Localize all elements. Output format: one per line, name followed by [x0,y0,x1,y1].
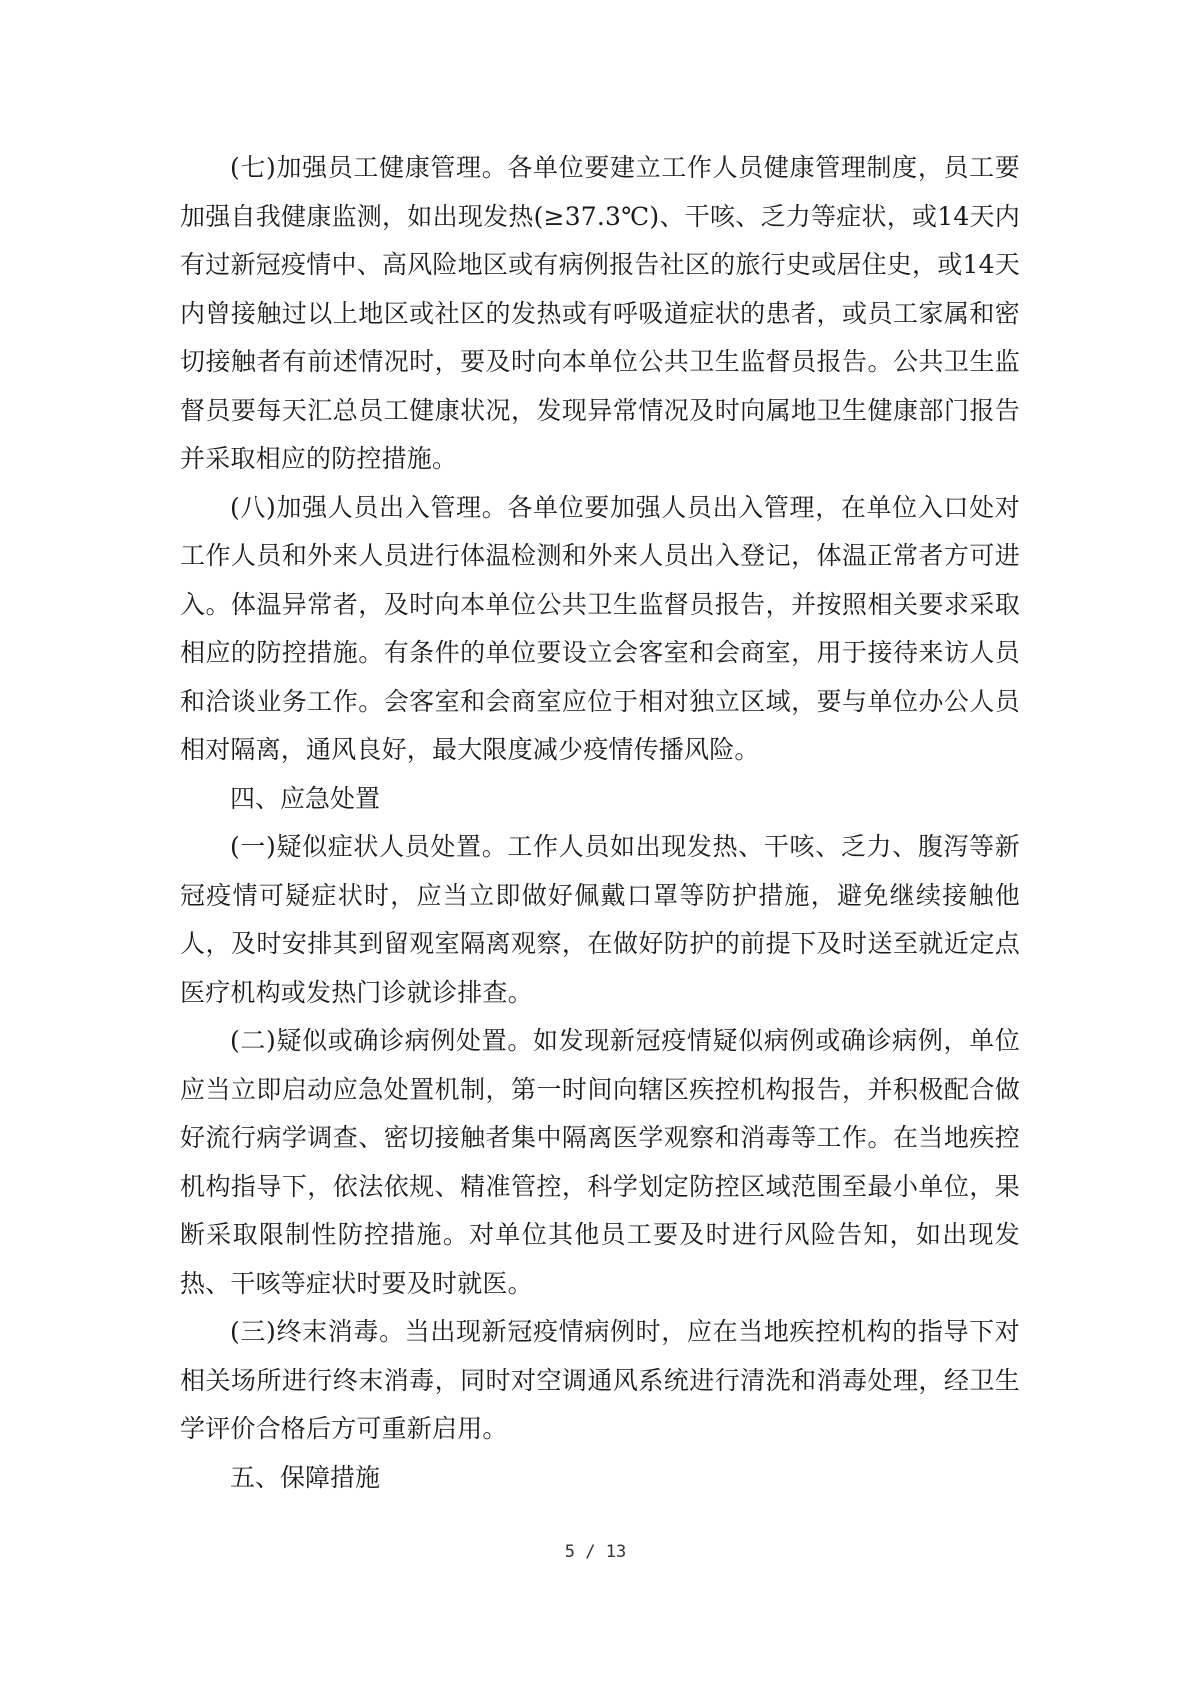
paragraph-personnel-access-management: (八)加强人员出入管理。各单位要加强人员出入管理，在单位入口处对工作人员和外来人员进行体温检测和外来人员出入登记，体温正常者方可进入。体温异常者，及时向本单位公共卫生监督员报告，并按照相关要求采取相应的防控措施。有条件的单位要设立会客室和会商室，用于接待来访人员和洽谈业务工作。会客室和会商室应位于相对独立区域，要与单位办公人员相对隔离，通风良好，最大限度减少疫情传播风险。 [180,492,1020,764]
paragraph-suspected-symptom-handling: (一)疑似症状人员处置。工作人员如出现发热、干咳、乏力、腹泻等新冠疫情可疑症状时，应当立即做好佩戴口罩等防护措施，避免继续接触他人，及时安排其到留观室隔离观察，在做好防护的前提下及时送至就近定点医疗机构或发热门诊就诊排查。 [180,832,1020,1007]
page-number: 5 / 13 [564,1542,627,1562]
document-body [180,144,1020,1502]
paragraph-staff-health-management: (七)加强员工健康管理。各单位要建立工作人员健康管理制度，员工要加强自我健康监测，如出现发热(≥37.3℃)、干咳、乏力等症状，或14天内有过新冠疫情中、高风险地区或有病例报告社区的旅行史或居住史，或14天内曾接触过以上地区或社区的发热或有呼吸道症状的患者，或员工家属和密切接触者有前述情况时，要及时向本单位公共卫生监督员报告。公共卫生监督员要每天汇总员工健康状况，发现异常情况及时向属地卫生健康部门报告并采取相应的防控措施。 [180,153,1020,473]
paragraph-terminal-disinfection: (三)终末消毒。当出现新冠疫情病例时，应在当地疾控机构的指导下对相关场所进行终末消毒，同时对空调通风系统进行清洗和消毒处理，经卫生学评价合格后方可重新启用。 [180,1317,1020,1443]
section-heading-emergency-response: 四、应急处置 [230,783,381,813]
paragraph-suspected-confirmed-case-handling: (二)疑似或确诊病例处置。如发现新冠疫情疑似病例或确诊病例，单位应当立即启动应急处置机制，第一时间向辖区疾控机构报告，并积极配合做好流行病学调查、密切接触者集中隔离医学观察和消毒等工作。在当地疾控机构指导下，依法依规、精准管控，科学划定防控区域范围至最小单位，果断采取限制性防控措施。对单位其他员工要及时进行风险告知，如出现发热、干咳等症状时要及时就医。 [180,1026,1020,1298]
section-heading-safeguard-measures: 五、保障措施 [230,1462,381,1492]
